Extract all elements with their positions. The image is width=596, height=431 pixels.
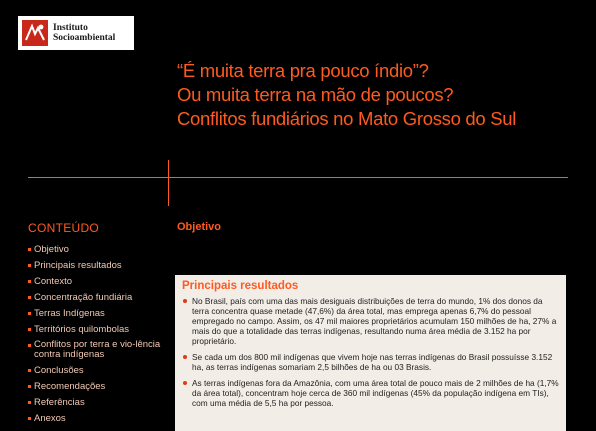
toc-item-objetivo[interactable]: Objetivo (28, 244, 168, 255)
title-line-2: Ou muita terra na mão de poucos? (177, 84, 454, 105)
brand-logo[interactable] (18, 16, 134, 50)
brand-name (53, 23, 115, 43)
divider-vertical (168, 160, 169, 206)
brand-name-line1: Instituto (53, 23, 88, 33)
brand-name-line2: Socioambiental (53, 33, 116, 43)
isa-logo-icon (22, 20, 48, 46)
toc-item-anexos[interactable]: Anexos (28, 413, 168, 424)
toc-item-contexto[interactable]: Contexto (28, 276, 168, 287)
results-panel (175, 275, 566, 431)
divider-horizontal (28, 177, 568, 178)
objective-heading: Objetivo (177, 221, 222, 233)
toc-item-terras-indigenas[interactable]: Terras Indígenas (28, 308, 168, 319)
toc-item-principais-resultados[interactable]: Principais resultados (28, 260, 168, 271)
result-item: No Brasil, país com uma das mais desiguais distribuições de terra do mundo, 1% dos donos da terra concentra quase metade (47,6%) da área total, mas emprega apenas 6,7% do pessoal empregado no campo. Assim, os 47 mil maiores proprietários acumulam 150 milhões de ha, 27% a mais do que a totalidade das terras indígenas, resultando numa área média de 3.152 ha por proprietário. (182, 296, 560, 346)
toc-heading: CONTEÚDO (28, 221, 100, 235)
title-line-3: Conflitos fundiários no Mato Grosso do Sul (177, 108, 517, 129)
result-item: As terras indígenas fora da Amazônia, com uma área total de pouco mais de 2 milhões de ha (1,7% da área total), concentram hoje cerca de 360 mil indígenas (45% da população indígena em TIs), com uma média de 5,5 ha por pessoa. (182, 378, 560, 408)
toc-item-concentracao-fundiaria[interactable]: Concentração fundiária (28, 292, 168, 303)
result-item: Se cada um dos 800 mil indígenas que vivem hoje nas terras indígenas do Brasil possuísse 3.152 ha, as terras indígenas somariam 2,5 bilhões de ha ou 03 Brasis. (182, 352, 560, 372)
toc-list (28, 244, 168, 429)
toc-item-recomendacoes[interactable]: Recomendações (28, 381, 168, 392)
toc-item-referencias[interactable]: Referências (28, 397, 168, 408)
toc-item-conclusoes[interactable]: Conclusões (28, 365, 168, 376)
results-list (175, 296, 566, 408)
toc-item-territorios-quilombolas[interactable]: Territórios quilombolas (28, 324, 168, 335)
results-heading: Principais resultados (182, 280, 299, 292)
toc-item-conflitos[interactable]: Conflitos por terra e vio-lência contra indígenas (28, 340, 168, 360)
page-title (177, 59, 587, 131)
title-line-1: “É muita terra pra pouco índio”? (177, 60, 429, 81)
